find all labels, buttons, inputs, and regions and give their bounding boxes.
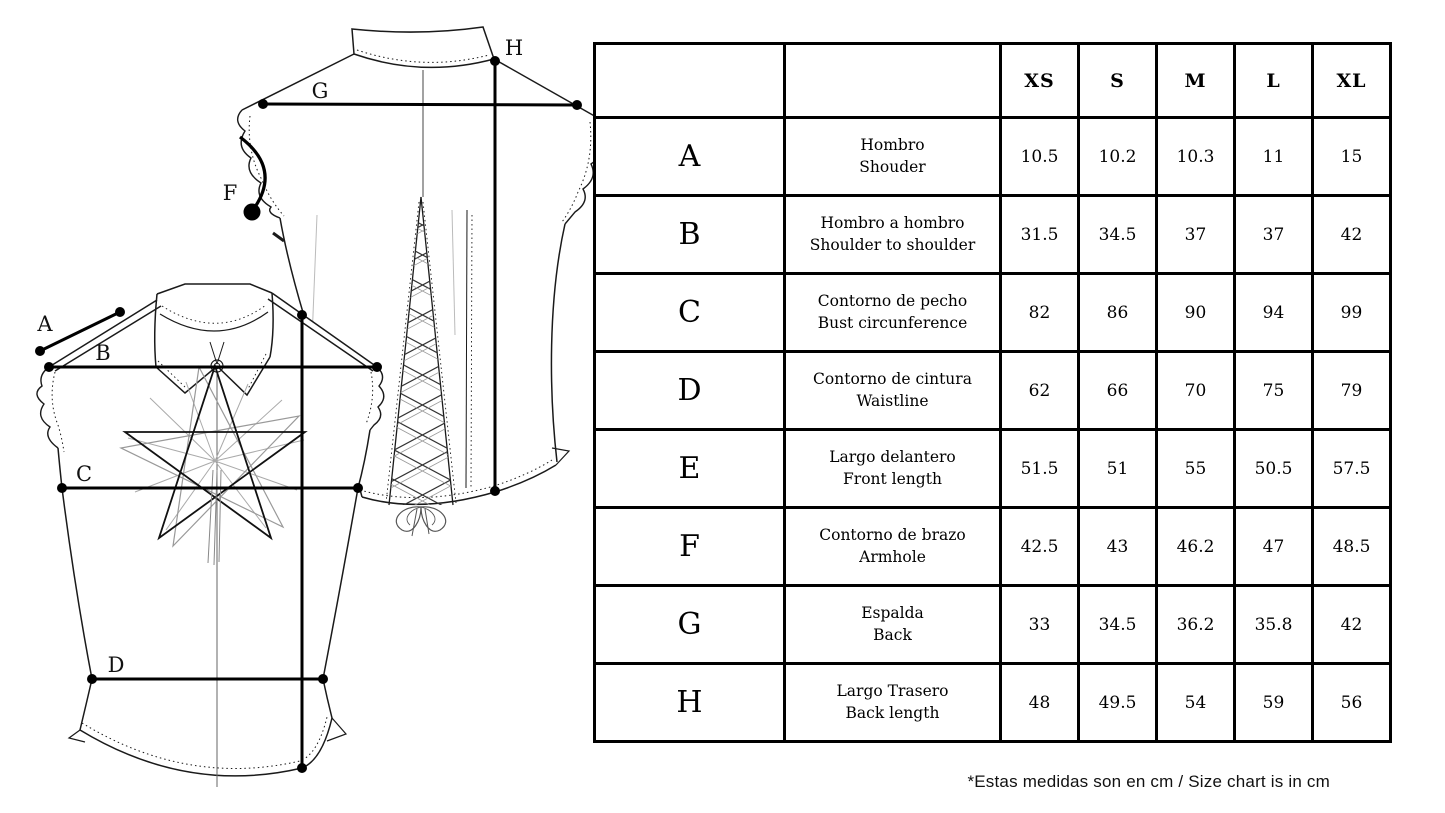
table-row xyxy=(595,196,1391,274)
size-value-cell: 10.2 xyxy=(1079,118,1157,196)
measurement-endpoint-dot xyxy=(297,310,307,320)
measure-name-es: Contorno de pecho xyxy=(817,291,968,310)
size-value-cell: 75 xyxy=(1235,352,1313,430)
bow-illustration xyxy=(396,507,445,536)
measure-name-cell xyxy=(785,508,1001,586)
size-value-cell: 34.5 xyxy=(1079,586,1157,664)
size-column-header: S xyxy=(1079,44,1157,118)
size-value-cell: 46.2 xyxy=(1157,508,1235,586)
size-value-cell: 94 xyxy=(1235,274,1313,352)
measure-letter-cell: H xyxy=(595,664,785,742)
measure-letter-cell: D xyxy=(595,352,785,430)
units-footnote: *Estas medidas son en cm / Size chart is in cm xyxy=(967,772,1330,791)
measurement-endpoint-dot xyxy=(115,307,125,317)
measure-name-en: Back length xyxy=(845,703,940,722)
measurement-endpoint-dot xyxy=(44,362,54,372)
measure-name-cell xyxy=(785,352,1001,430)
measure-name-en: Back xyxy=(873,625,912,644)
measure-name-es: Contorno de brazo xyxy=(819,525,966,544)
size-value-cell: 11 xyxy=(1235,118,1313,196)
header-row xyxy=(595,44,1391,118)
size-value-cell: 51 xyxy=(1079,430,1157,508)
measurement-endpoint-dot xyxy=(353,483,363,493)
size-value-cell: 47 xyxy=(1235,508,1313,586)
size-value-cell: 37 xyxy=(1235,196,1313,274)
size-value-cell: 82 xyxy=(1001,274,1079,352)
measurement-endpoint-dot xyxy=(318,674,328,684)
size-value-cell: 31.5 xyxy=(1001,196,1079,274)
size-value-cell: 34.5 xyxy=(1079,196,1157,274)
measure-letter-cell: G xyxy=(595,586,785,664)
measurement-label-d: D xyxy=(107,653,125,677)
measure-name-es: Espalda xyxy=(861,603,924,622)
size-value-cell: 37 xyxy=(1157,196,1235,274)
measure-name-en: Shoulder to shoulder xyxy=(809,235,976,254)
size-chart-table xyxy=(593,42,1392,743)
size-value-cell: 42 xyxy=(1313,196,1391,274)
measurement-label-c: C xyxy=(75,462,93,486)
size-column-header: XL xyxy=(1313,44,1391,118)
size-column-header: L xyxy=(1235,44,1313,118)
measurement-endpoint-dot xyxy=(490,486,500,496)
table-row xyxy=(595,508,1391,586)
measure-letter-cell: B xyxy=(595,196,785,274)
measure-name-en: Bust circunference xyxy=(817,313,968,332)
measurement-label-b: B xyxy=(95,341,111,365)
measurement-endpoint-dot xyxy=(490,56,500,66)
measurement-endpoint-dot xyxy=(244,204,261,221)
measurement-endpoint-dot xyxy=(372,362,382,372)
size-value-cell: 48.5 xyxy=(1313,508,1391,586)
measure-name-es: Contorno de cintura xyxy=(813,369,972,388)
size-column-header: M xyxy=(1157,44,1235,118)
measure-name-cell xyxy=(785,586,1001,664)
size-value-cell: 55 xyxy=(1157,430,1235,508)
size-value-cell: 42.5 xyxy=(1001,508,1079,586)
measure-name-es: Hombro a hombro xyxy=(820,213,965,232)
measure-letter-cell: A xyxy=(595,118,785,196)
front-view-drawing xyxy=(35,284,384,787)
measure-name-cell xyxy=(785,664,1001,742)
size-value-cell: 33 xyxy=(1001,586,1079,664)
table-row xyxy=(595,586,1391,664)
size-value-cell: 70 xyxy=(1157,352,1235,430)
measurement-label-g: G xyxy=(311,79,329,103)
size-value-cell: 42 xyxy=(1313,586,1391,664)
measure-letter-cell: C xyxy=(595,274,785,352)
measure-name-en: Waistline xyxy=(856,391,929,410)
table-row xyxy=(595,430,1391,508)
size-value-cell: 99 xyxy=(1313,274,1391,352)
table-row xyxy=(595,664,1391,742)
measure-name-cell xyxy=(785,196,1001,274)
measurement-endpoint-dot xyxy=(297,763,307,773)
size-value-cell: 86 xyxy=(1079,274,1157,352)
size-value-cell: 50.5 xyxy=(1235,430,1313,508)
size-value-cell: 59 xyxy=(1235,664,1313,742)
measurement-endpoint-dot xyxy=(572,100,582,110)
size-value-cell: 57.5 xyxy=(1313,430,1391,508)
size-value-cell: 35.8 xyxy=(1235,586,1313,664)
measurement-endpoint-dot xyxy=(57,483,67,493)
measure-name-es: Largo Trasero xyxy=(836,681,949,700)
size-value-cell: 10.3 xyxy=(1157,118,1235,196)
measure-name-es: Largo delantero xyxy=(829,447,956,466)
measure-name-en: Shouder xyxy=(859,157,926,176)
size-value-cell: 36.2 xyxy=(1157,586,1235,664)
size-value-cell: 56 xyxy=(1313,664,1391,742)
measure-letter-cell: F xyxy=(595,508,785,586)
size-value-cell: 49.5 xyxy=(1079,664,1157,742)
empty-header-cell xyxy=(595,44,785,118)
measure-name-cell xyxy=(785,118,1001,196)
measure-name-en: Front length xyxy=(843,469,942,488)
size-value-cell: 48 xyxy=(1001,664,1079,742)
size-value-cell: 62 xyxy=(1001,352,1079,430)
size-value-cell: 90 xyxy=(1157,274,1235,352)
measure-name-cell xyxy=(785,430,1001,508)
size-value-cell: 43 xyxy=(1079,508,1157,586)
measurement-endpoint-dot xyxy=(35,346,45,356)
measurement-label-a: A xyxy=(37,312,53,336)
garment-technical-drawing xyxy=(0,0,600,813)
measure-letter-cell: E xyxy=(595,430,785,508)
empty-header-cell xyxy=(785,44,1001,118)
measurement-endpoint-dot xyxy=(258,99,268,109)
measure-name-es: Hombro xyxy=(860,135,925,154)
size-value-cell: 54 xyxy=(1157,664,1235,742)
measurement-endpoint-dot xyxy=(87,674,97,684)
table-row xyxy=(595,118,1391,196)
size-value-cell: 15 xyxy=(1313,118,1391,196)
size-value-cell: 79 xyxy=(1313,352,1391,430)
table-row xyxy=(595,274,1391,352)
measurement-label-f: F xyxy=(222,181,238,205)
size-value-cell: 51.5 xyxy=(1001,430,1079,508)
size-value-cell: 66 xyxy=(1079,352,1157,430)
size-column-header: XS xyxy=(1001,44,1079,118)
measurement-label-h: H xyxy=(504,36,524,60)
size-value-cell: 10.5 xyxy=(1001,118,1079,196)
table-row xyxy=(595,352,1391,430)
measure-name-en: Armhole xyxy=(859,547,926,566)
measure-name-cell xyxy=(785,274,1001,352)
